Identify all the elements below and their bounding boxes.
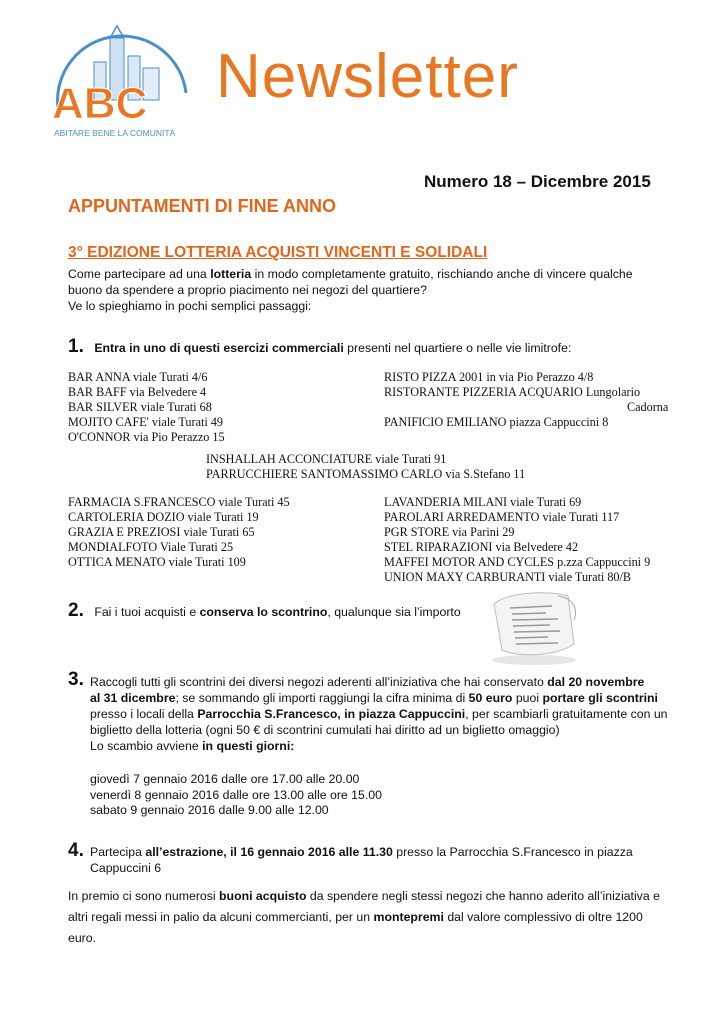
logo-tagline: ABITARE BENE LA COMUNITÀ (54, 128, 176, 138)
shop-entry: UNION MAXY CARBURANTI viale Turati 80/B (384, 570, 632, 584)
newsletter-title: Newsletter (216, 42, 519, 111)
step-3-text: Raccogli tutti gli scontrini dei diversi negozi aderenti all’iniziativa che hai conservato dal 20 novembre al 31 dicembre; se sommando gli importi raggiungi la cifra minima di 50 euro puoi portare gli scontrini presso i locali della Parrocchia S.Francesco, in piazza Cappuccini, per scambiarli gratuitamente con un biglietto della lotteria (ogni 50 € di scontrini cumulati hai diritto ad un biglietto omaggio) Lo scambio avviene in questi giorni: (90, 675, 668, 753)
receipt-image (488, 586, 580, 666)
shop-list-left-2 (68, 495, 290, 570)
shop-entry: PARRUCCHIERE SANTOMASSIMO CARLO via S.Stefano 11 (206, 467, 526, 481)
closing-paragraph: In premio ci sono numerosi buoni acquisto da spendere negli stessi negozi che hanno aderito all’iniziativa e altri regali messi in palio da alcuni commercianti, per un montepremi dal valore complessivo di oltre 1200 euro. (68, 889, 660, 945)
shop-list-right-2 (384, 495, 650, 585)
shop-entry: BAR SILVER viale Turati 68 (68, 400, 212, 414)
shop-entry: LAVANDERIA MILANI viale Turati 69 (384, 495, 582, 509)
step-3: 3. (68, 669, 84, 690)
shop-entry: INSHALLAH ACCONCIATURE viale Turati 91 (206, 452, 447, 466)
shop-entry: MOJITO CAFE' viale Turati 49 (68, 415, 224, 429)
step-2: 2. Fai i tuoi acquisti e conserva lo scontrino, qualunque sia l’importo (68, 600, 461, 621)
shop-list-right-1: RISTO PIZZA 2001 in via Pio Perazzo 4/8 RISTORANTE PIZZERIA ACQUARIO Lungolario Cadorna PANIFICIO EMILIANO piazza Cappuccini 8 (384, 370, 669, 429)
shop-entry: BAR BAFF via Belvedere 4 (68, 385, 207, 399)
shop-entry: FARMACIA S.FRANCESCO viale Turati 45 (68, 495, 290, 509)
shop-list-left-1 (68, 370, 225, 445)
issue-number: Numero 18 – Dicembre 2015 (424, 172, 651, 191)
shop-entry: MAFFEI MOTOR AND CYCLES p.zza Cappuccini 9 (384, 555, 651, 569)
shop-entry: BAR ANNA viale Turati 4/6 (68, 370, 208, 384)
shop-entry: O'CONNOR via Pio Perazzo 15 (68, 430, 225, 444)
shop-entry: GRAZIA E PREZIOSI viale Turati 65 (68, 525, 255, 539)
logo-text: ABC (52, 79, 148, 128)
step-4-text: Partecipa all’estrazione, il 16 gennaio 2016 alle 11.30 presso la Parrocchia S.Francesco in piazza Cappuccini 6 (90, 845, 633, 875)
intro-paragraph: Come partecipare ad una lotteria in modo completamente gratuito, rischiando anche di vincere qualche buono da spendere a proprio piacimento nei negozi del quartiere? Ve lo spieghiamo in pochi semplici passaggi: (68, 267, 633, 313)
shop-entry: MONDIALFOTO Viale Turati 25 (68, 540, 234, 554)
shop-entry: STEL RIPARAZIONI via Belvedere 42 (384, 540, 579, 554)
step-1: 1. Entra in uno di questi esercizi commerciali presenti nel quartiere o nelle vie limitrofe: (68, 336, 572, 357)
shop-list-center (206, 452, 525, 482)
shop-entry: PGR STORE via Parini 29 (384, 525, 515, 539)
step-4: 4. (68, 840, 84, 861)
abc-logo (48, 18, 198, 148)
lottery-subtitle: 3° EDIZIONE LOTTERIA ACQUISTI VINCENTI E SOLIDALI (68, 244, 488, 261)
section-title: APPUNTAMENTI DI FINE ANNO (68, 196, 336, 216)
shop-entry: PAROLARI ARREDAMENTO viale Turati 117 (384, 510, 620, 524)
exchange-days: giovedì 7 gennaio 2016 dalle ore 17.00 alle 20.00 venerdì 8 gennaio 2016 dalle ore 13.00 alle ore 15.00 sabato 9 gennaio 2016 dalle 9.00 alle 12.00 (90, 772, 382, 817)
shop-entry: CARTOLERIA DOZIO viale Turati 19 (68, 510, 259, 524)
shop-entry: OTTICA MENATO viale Turati 109 (68, 555, 246, 569)
